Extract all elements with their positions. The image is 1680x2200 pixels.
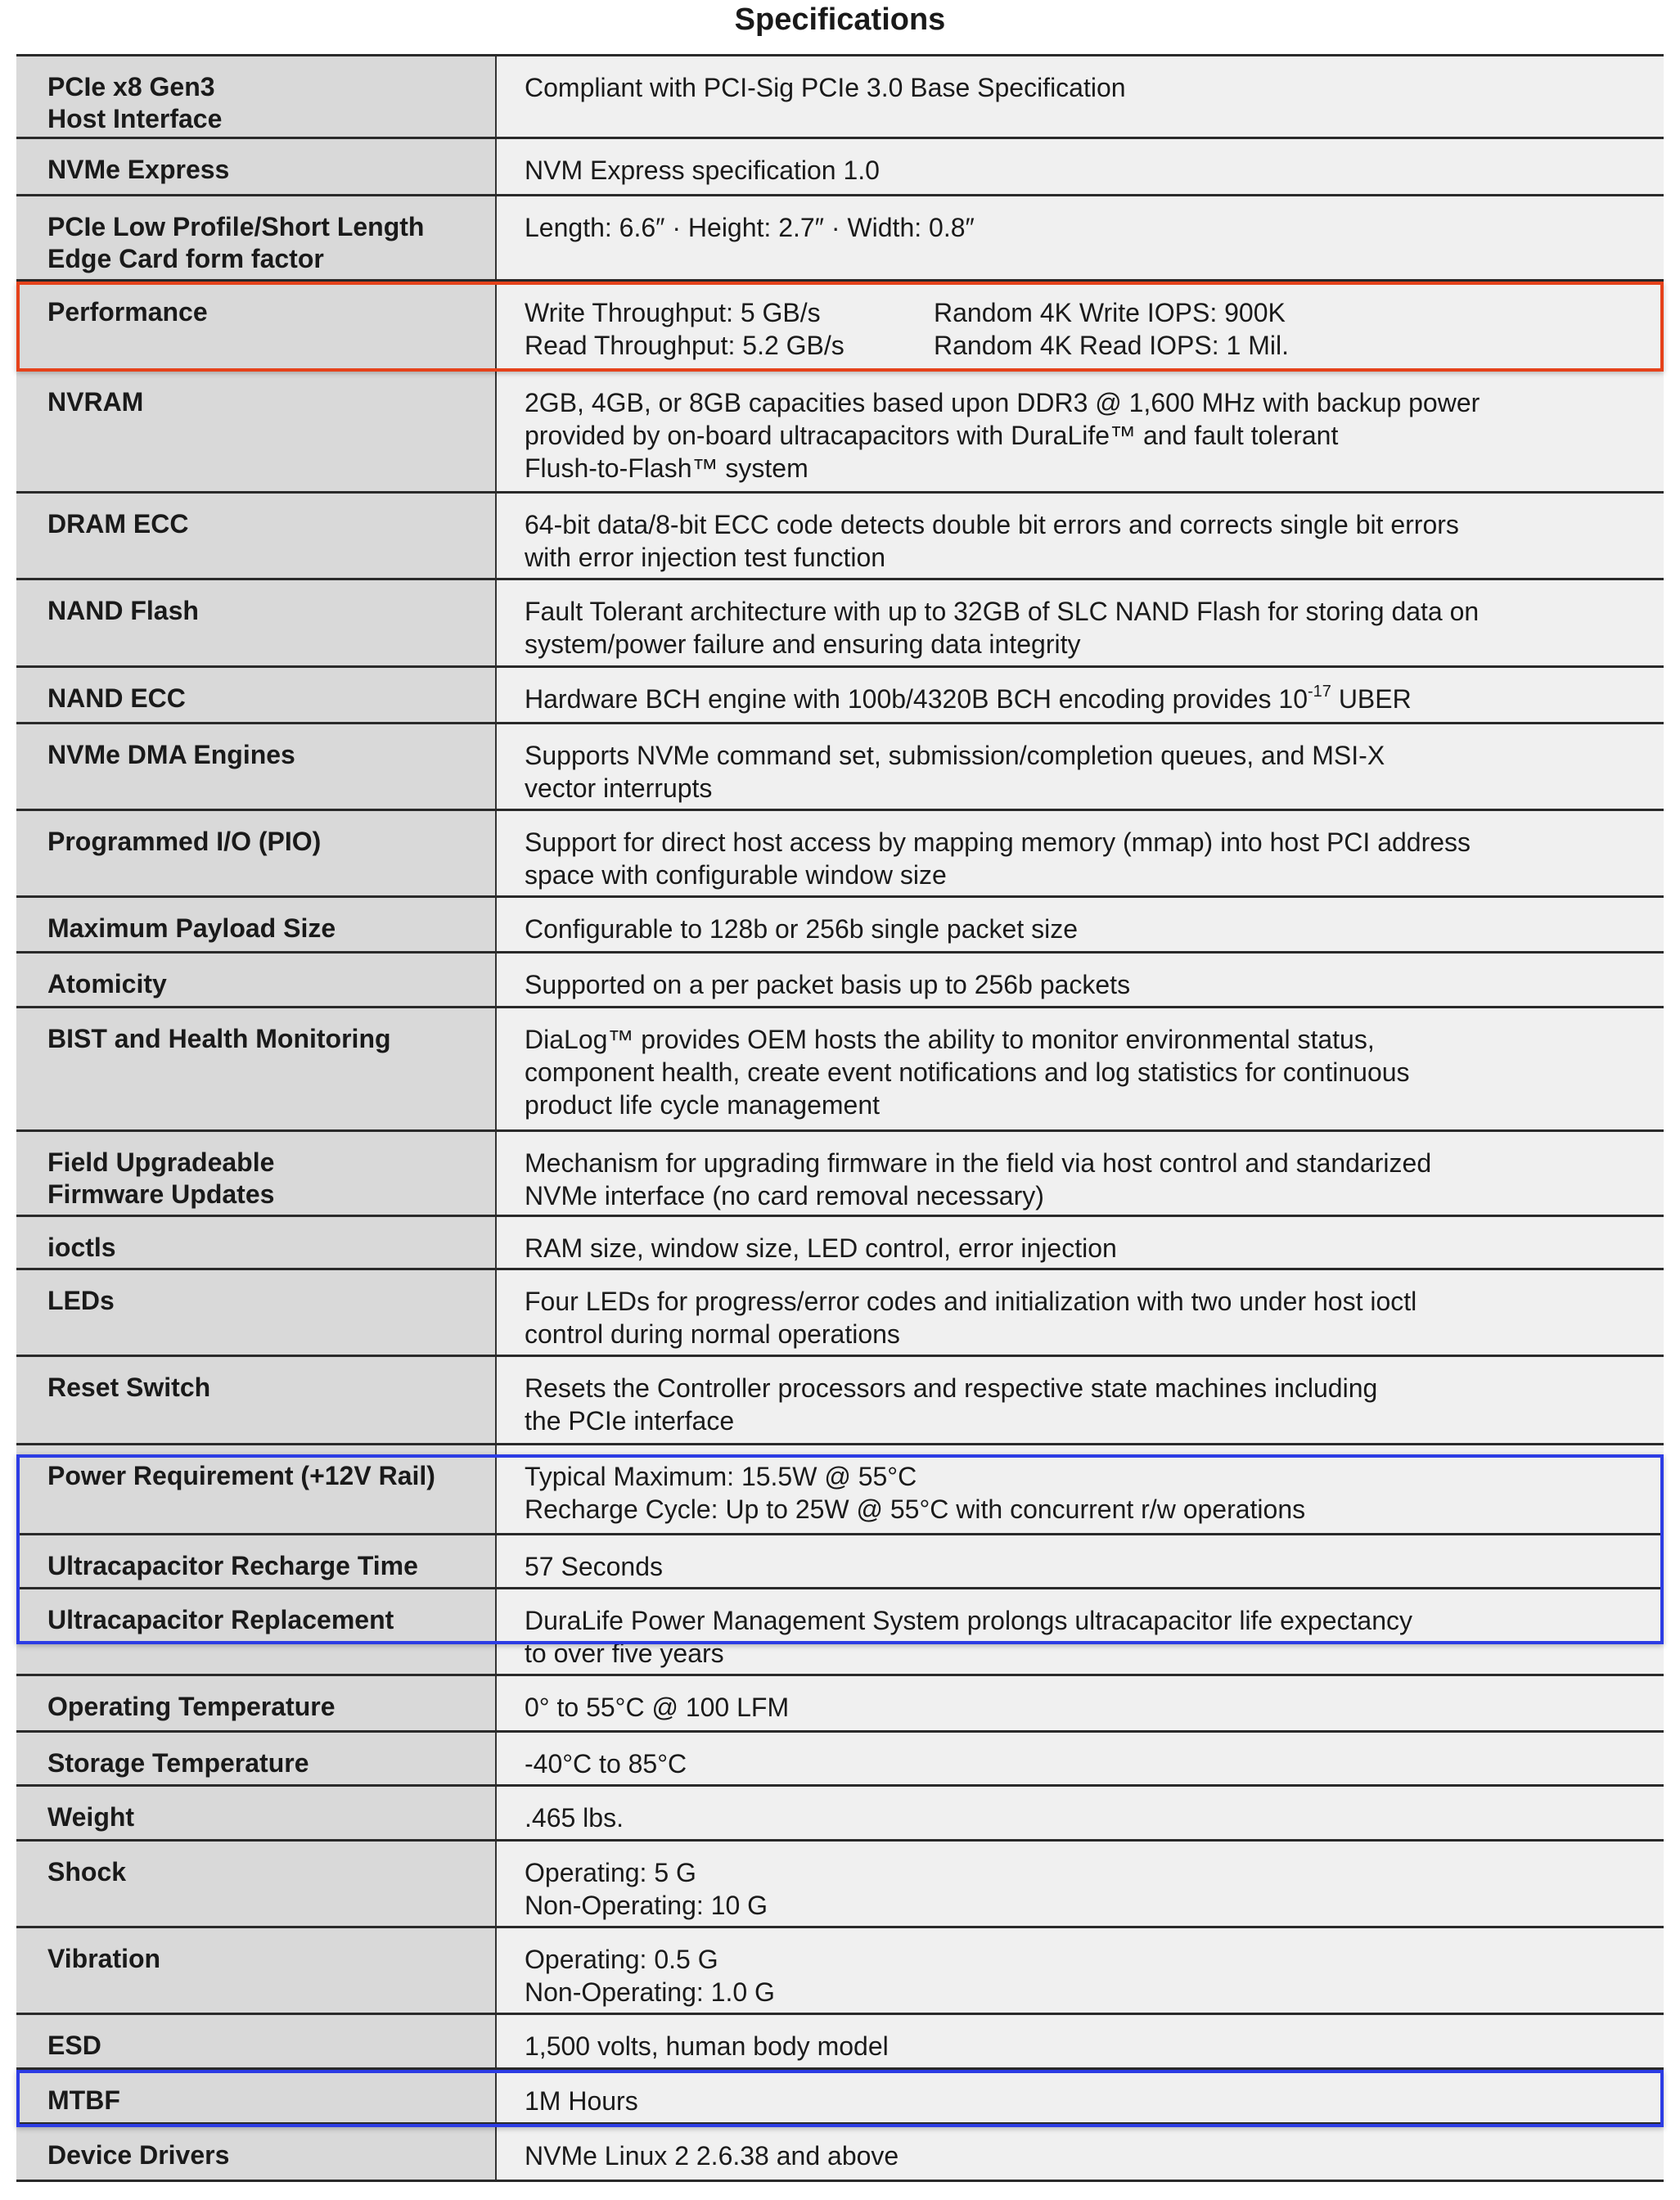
value-line: .465 lbs. [525,1803,624,1833]
value-line: provided by on-board ultracapacitors with DuraLife™ and fault tolerant [525,421,1339,450]
label-line: Weight [47,1802,135,1832]
label-line: Edge Card form factor [47,244,324,273]
table-row-mtbf [16,2070,1664,2125]
table-row-firmware-updates [16,1132,1664,1217]
row-value [497,2070,1664,2122]
row-label [16,1132,497,1215]
table-row-nvram [16,372,1664,494]
row-label [16,1842,497,1926]
value-line: 2GB, 4GB, or 8GB capacities based upon DDR3 @ 1,600 MHz with backup power [525,388,1480,417]
table-row-performance [16,282,1664,372]
value-line: Flush-to-Flash™ system [525,453,808,483]
row-value [497,898,1664,951]
row-value [497,580,1664,665]
row-value [497,139,1664,194]
label-line: Firmware Updates [47,1179,275,1209]
label-line: Programmed I/O (PIO) [47,827,322,856]
table-row-recharge-time [16,1535,1664,1589]
table-row-vibration [16,1928,1664,2015]
row-value [497,1928,1664,2013]
label-line: NAND ECC [47,683,186,713]
table-row-storage-temperature [16,1733,1664,1787]
table-row-device-drivers [16,2125,1664,2182]
random-read-iops: Random 4K Read IOPS: 1 Mil. [934,331,1289,360]
row-value [497,1357,1664,1443]
row-value [497,1270,1664,1355]
label-line: Operating Temperature [47,1692,336,1721]
value-line: Four LEDs for progress/error codes and initialization with two under host ioctl [525,1287,1417,1316]
row-value [497,811,1664,895]
row-label [16,2015,497,2067]
table-row-ioctls [16,1217,1664,1270]
label-line: Device Drivers [47,2140,230,2170]
row-label [16,668,497,722]
value-line: Operating: 5 G [525,1858,696,1887]
row-label [16,898,497,951]
specifications-table [16,54,1664,2182]
row-value [497,56,1664,137]
value-line: Non-Operating: 10 G [525,1891,768,1920]
row-label [16,56,497,137]
table-row-weight [16,1787,1664,1842]
row-label [16,1008,497,1129]
row-label [16,1589,497,1674]
row-value [497,1217,1664,1268]
row-label [16,1217,497,1268]
label-line: DRAM ECC [47,509,189,539]
row-value [497,724,1664,809]
row-value [497,1132,1664,1215]
label-line: Vibration [47,1944,161,1973]
row-value [497,2125,1664,2180]
value-line [525,683,1664,715]
label-line: NVMe DMA Engines [47,740,295,769]
label-line: NVMe Express [47,155,230,184]
row-value [497,1535,1664,1587]
row-label [16,1733,497,1784]
value-line: NVM Express specification 1.0 [525,156,880,185]
row-label [16,580,497,665]
row-value [497,1842,1664,1926]
value-line: product life cycle management [525,1090,880,1120]
write-throughput: Write Throughput: 5 GB/s [525,298,821,327]
value-line: RAM size, window size, LED control, error injection [525,1233,1117,1263]
value-line: Operating: 0.5 G [525,1945,718,1974]
table-row-dram-ecc [16,494,1664,580]
table-row-power-requirement [16,1445,1664,1535]
value-line: Fault Tolerant architecture with up to 32GB of SLC NAND Flash for storing data on [525,597,1480,626]
page-title: Specifications [734,2,946,37]
value-line: Configurable to 128b or 256b single packet size [525,914,1078,944]
value-line: Compliant with PCI-Sig PCIe 3.0 Base Specification [525,73,1126,102]
table-row-bist [16,1008,1664,1132]
label-line: BIST and Health Monitoring [47,1024,391,1053]
table-row-ultracap-replacement [16,1589,1664,1676]
value-line: NVMe Linux 2 2.6.38 and above [525,2141,899,2171]
table-row-esd [16,2015,1664,2070]
value-line: 1M Hours [525,2086,638,2116]
value-text: Hardware BCH engine with 100b/4320B BCH encoding provides 10 [525,684,1308,714]
row-label [16,811,497,895]
value-line: DuraLife Power Management System prolongs ultracapacitor life expectancy [525,1606,1412,1635]
row-label [16,282,497,369]
value-line: NVMe interface (no card removal necessary) [525,1181,1044,1210]
value-line: Length: 6.6″ · Height: 2.7″ · Width: 0.8″ [525,213,975,242]
label-line: Ultracapacitor Recharge Time [47,1551,418,1580]
table-row-reset-switch [16,1357,1664,1445]
value-line: 57 Seconds [525,1552,664,1581]
performance-grid [525,296,1664,362]
row-label [16,1928,497,2013]
value-line: space with configurable window size [525,860,947,890]
value-line: -40°C to 85°C [525,1749,687,1778]
label-line: Performance [47,297,208,327]
exponent: -17 [1308,683,1331,701]
table-row-pio [16,811,1664,898]
random-write-iops: Random 4K Write IOPS: 900K [934,298,1286,327]
row-label [16,372,497,491]
value-line: DiaLog™ provides OEM hosts the ability to monitor environmental status, [525,1025,1375,1054]
value-line: Non-Operating: 1.0 G [525,1977,775,2007]
label-line: Reset Switch [47,1373,211,1402]
label-line: PCIe x8 Gen3 [47,72,215,101]
row-label [16,139,497,194]
value-line: component health, create event notifications and log statistics for continuous [525,1057,1410,1087]
row-label [16,2125,497,2180]
row-label [16,953,497,1006]
row-value [497,1589,1664,1674]
read-throughput: Read Throughput: 5.2 GB/s [525,331,845,360]
value-line: system/power failure and ensuring data integrity [525,629,1081,659]
label-line: Storage Temperature [47,1748,309,1778]
table-row-max-payload [16,898,1664,953]
value-line: Supports NVMe command set, submission/completion queues, and MSI-X [525,741,1385,770]
label-line: MTBF [47,2085,120,2115]
table-row-nand-ecc [16,668,1664,724]
table-row-nvme-express [16,139,1664,196]
row-label [16,1535,497,1587]
value-line: 1,500 volts, human body model [525,2031,889,2061]
label-line: Host Interface [47,104,223,133]
row-label [16,1787,497,1839]
table-row-shock [16,1842,1664,1928]
row-label [16,2070,497,2122]
row-value [497,1445,1664,1533]
label-line: ESD [47,2031,101,2060]
value-line: 64-bit data/8-bit ECC code detects double bit errors and corrects single bit errors [525,510,1459,539]
row-label [16,196,497,279]
row-value [497,2015,1664,2067]
table-row-operating-temperature [16,1676,1664,1733]
row-label [16,1676,497,1730]
value-line: Resets the Controller processors and respective state machines including [525,1373,1378,1403]
label-line: Shock [47,1857,127,1887]
value-line: Typical Maximum: 15.5W @ 55°C [525,1462,917,1491]
row-value [497,1676,1664,1730]
row-value [497,372,1664,491]
label-line: PCIe Low Profile/Short Length [47,212,425,241]
row-label [16,1445,497,1533]
value-text: UBER [1331,684,1412,714]
row-value [497,668,1664,722]
label-line: Maximum Payload Size [47,913,336,943]
table-row-nvme-dma-engines [16,724,1664,811]
row-value [497,1008,1664,1129]
label-line: Field Upgradeable [47,1147,275,1177]
table-row-atomicity [16,953,1664,1008]
value-line: Mechanism for upgrading firmware in the field via host control and standarized [525,1148,1432,1178]
table-row-form-factor [16,196,1664,282]
label-line: Ultracapacitor Replacement [47,1605,394,1634]
row-label [16,1270,497,1355]
table-row-nand-flash [16,580,1664,668]
label-line: ioctls [47,1233,116,1262]
row-label [16,724,497,809]
row-value [497,1733,1664,1784]
value-line: Supported on a per packet basis up to 256b packets [525,970,1131,999]
table-row-leds [16,1270,1664,1357]
value-line: control during normal operations [525,1319,900,1349]
label-line: Atomicity [47,969,167,999]
row-label [16,494,497,578]
value-line: the PCIe interface [525,1406,735,1436]
row-value [497,494,1664,578]
label-line: LEDs [47,1286,115,1315]
table-row-host-interface [16,56,1664,139]
label-line: NAND Flash [47,596,199,625]
label-line: Power Requirement (+12V Rail) [47,1461,435,1490]
value-line: with error injection test function [525,543,886,572]
value-line: vector interrupts [525,773,713,803]
row-value [497,1787,1664,1839]
row-value [497,282,1664,369]
value-line: Recharge Cycle: Up to 25W @ 55°C with concurrent r/w operations [525,1494,1306,1524]
value-line: 0° to 55°C @ 100 LFM [525,1693,790,1722]
row-value [497,953,1664,1006]
label-line: NVRAM [47,387,144,417]
row-value [497,196,1664,279]
row-label [16,1357,497,1443]
value-line: Support for direct host access by mapping memory (mmap) into host PCI address [525,827,1471,857]
value-line: to over five years [525,1639,724,1668]
